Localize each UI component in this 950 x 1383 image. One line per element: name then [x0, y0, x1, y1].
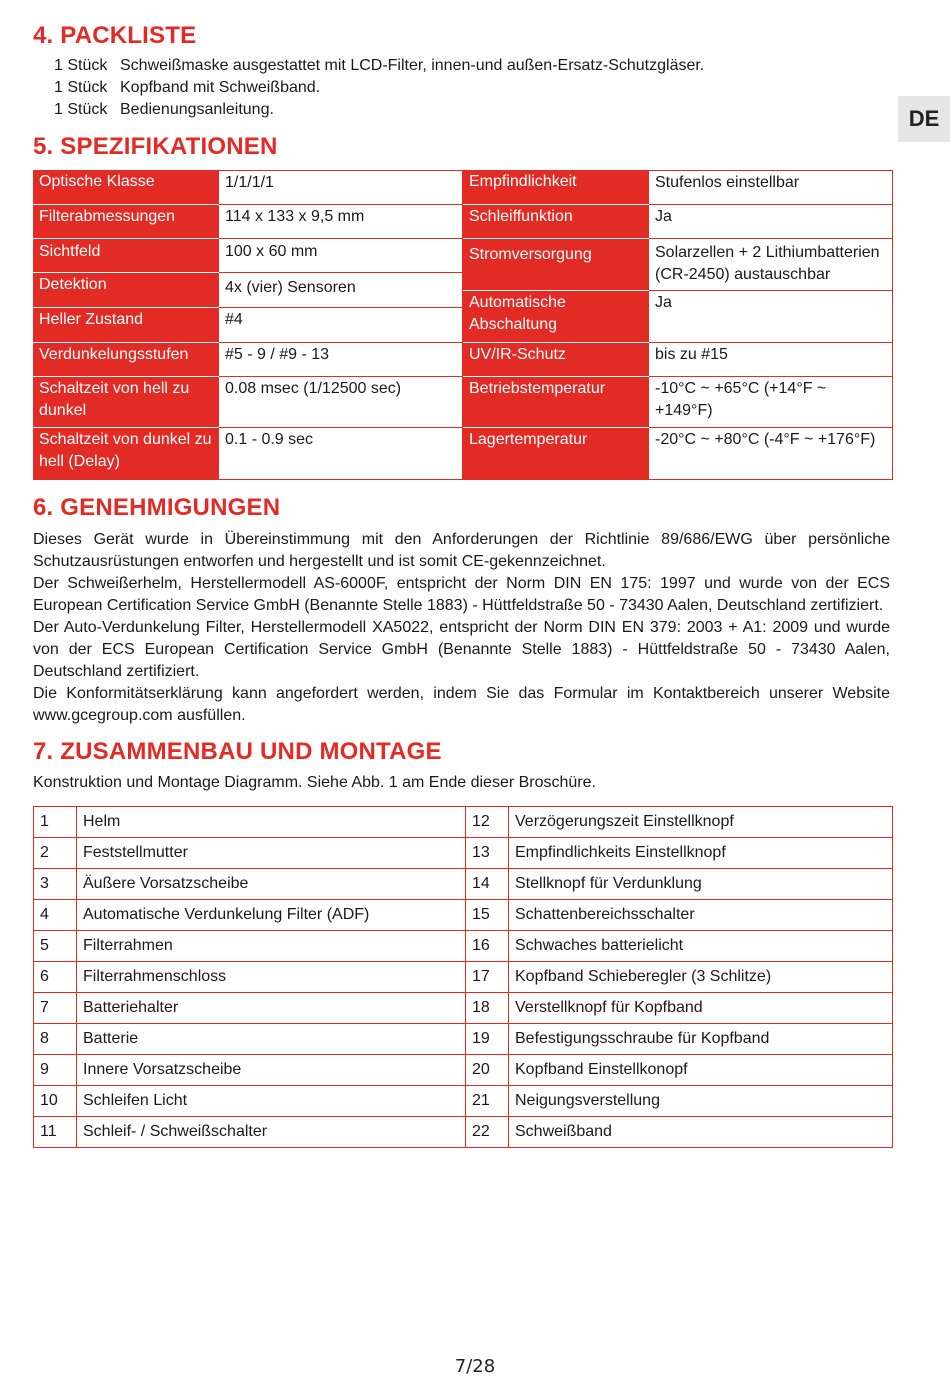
- page-number: 7/28: [454, 1356, 496, 1377]
- spec-value: #5 - 9 / #9 - 13: [219, 343, 463, 377]
- spec-value: 0.08 msec (1/12500 sec): [219, 377, 463, 428]
- part-name: Batteriehalter: [77, 993, 466, 1024]
- pack-qty: 1 Stück: [54, 57, 108, 74]
- spec-label: Empfindlichkeit: [463, 170, 649, 205]
- part-name: Schwaches batterielicht: [509, 931, 893, 962]
- spec-label: Optische Klasse: [33, 170, 219, 205]
- parts-row: [34, 993, 893, 1024]
- part-name: Filterrahmenschloss: [77, 962, 466, 993]
- spec-value: -10°C ~ +65°C (+14°F ~ +149°F): [649, 377, 893, 428]
- parts-row: [34, 1024, 893, 1055]
- spec-value: -20°C ~ +80°C (-4°F ~ +176°F): [649, 428, 893, 480]
- approvals-paragraph: Die Konformitätserklärung kann angefordert werden, indem Sie das Formular im Kontaktbereich unserer Website www.gcegroup.com ausfüllen.: [33, 685, 890, 724]
- spec-label: Stromversorgung: [463, 239, 649, 291]
- spec-value: 0.1 - 0.9 sec: [219, 428, 463, 480]
- spec-value: bis zu #15: [649, 343, 893, 377]
- spec-label: Heller Zustand: [33, 308, 219, 343]
- spec-label: Schaltzeit von dunkel zu hell (Delay): [33, 428, 219, 480]
- parts-row: [34, 1117, 893, 1148]
- language-tab: DE: [898, 96, 950, 142]
- parts-row: [34, 962, 893, 993]
- section-heading-approvals: 6. GENEHMIGUNGEN: [33, 494, 281, 521]
- pack-text: Schweißmaske ausgestattet mit LCD-Filter, innen-und außen-Ersatz-Schutzgläser.: [120, 57, 705, 74]
- spec-label: Automatische Abschaltung: [463, 291, 649, 343]
- part-number: 9: [34, 1055, 77, 1086]
- part-number: 14: [466, 869, 509, 900]
- part-name: Helm: [77, 807, 466, 838]
- part-number: 16: [466, 931, 509, 962]
- part-number: 8: [34, 1024, 77, 1055]
- part-number: 2: [34, 838, 77, 869]
- section-heading-pack: 4. PACKLISTE: [33, 22, 197, 49]
- part-number: 19: [466, 1024, 509, 1055]
- part-number: 5: [34, 931, 77, 962]
- parts-row: [34, 1086, 893, 1117]
- approvals-paragraph: Dieses Gerät wurde in Übereinstimmung mit den Anforderungen der Richtlinie 89/686/EWG über persönliche Schutzausrüstungen entworfen und hergestellt und ist somit CE-gekennzeichnet.: [33, 531, 890, 570]
- spec-value: 4x (vier) Sensoren: [219, 273, 463, 308]
- part-number: 18: [466, 993, 509, 1024]
- parts-row: [34, 869, 893, 900]
- parts-table: [33, 806, 893, 1148]
- spec-label: Schaltzeit von hell zu dunkel: [33, 377, 219, 428]
- part-name: Filterrahmen: [77, 931, 466, 962]
- parts-row: [34, 838, 893, 869]
- spec-label: UV/IR-Schutz: [463, 343, 649, 377]
- assembly-intro: Konstruktion und Montage Diagramm. Siehe Abb. 1 am Ende dieser Broschüre.: [33, 774, 596, 791]
- spec-value: 1/1/1/1: [219, 170, 463, 205]
- part-name: Batterie: [77, 1024, 466, 1055]
- part-number: 11: [34, 1117, 77, 1148]
- spec-value: Ja: [649, 291, 893, 343]
- approvals-text: [33, 529, 890, 727]
- spec-value: Ja: [649, 205, 893, 239]
- part-number: 3: [34, 869, 77, 900]
- pack-text: Bedienungsanleitung.: [120, 101, 274, 118]
- spec-value: 100 x 60 mm: [219, 239, 463, 273]
- part-name: Schleifen Licht: [77, 1086, 466, 1117]
- spec-table: [33, 170, 893, 480]
- part-number: 17: [466, 962, 509, 993]
- part-name: Neigungsverstellung: [509, 1086, 893, 1117]
- spec-label: Schleiffunktion: [463, 205, 649, 239]
- part-name: Empfindlichkeits Einstellknopf: [509, 838, 893, 869]
- pack-list-item: [54, 77, 320, 99]
- part-name: Kopfband Schieberegler (3 Schlitze): [509, 962, 893, 993]
- section-heading-assembly: 7. ZUSAMMENBAU UND MONTAGE: [33, 738, 442, 765]
- part-name: Befestigungsschraube für Kopfband: [509, 1024, 893, 1055]
- part-number: 20: [466, 1055, 509, 1086]
- part-number: 22: [466, 1117, 509, 1148]
- part-number: 21: [466, 1086, 509, 1117]
- spec-label: Filterabmessungen: [33, 205, 219, 239]
- spec-label: Verdunkelungsstufen: [33, 343, 219, 377]
- part-number: 7: [34, 993, 77, 1024]
- part-number: 13: [466, 838, 509, 869]
- part-name: Verzögerungszeit Einstellknopf: [509, 807, 893, 838]
- part-number: 4: [34, 900, 77, 931]
- parts-row: [34, 807, 893, 838]
- parts-row: [34, 931, 893, 962]
- pack-text: Kopfband mit Schweißband.: [120, 79, 321, 96]
- parts-row: [34, 1055, 893, 1086]
- parts-row: [34, 900, 893, 931]
- spec-value: Stufenlos einstellbar: [649, 170, 893, 205]
- approvals-paragraph: Der Schweißerhelm, Herstellermodell AS-6000F, entspricht der Norm DIN EN 175: 1997 und wurde von der ECS European Certification Service GmbH (Benannte Stelle 1883) - Hüttfeldstraße 50 - 73430 Aalen, Deutschland zertifiziert.: [33, 575, 890, 614]
- pack-qty: 1 Stück: [54, 101, 108, 118]
- spec-value: 114 x 133 x 9,5 mm: [219, 205, 463, 239]
- part-name: Äußere Vorsatzscheibe: [77, 869, 466, 900]
- pack-list-item: [54, 55, 704, 77]
- spec-value: Solarzellen + 2 Lithiumbatterien (CR-2450) austauschbar: [649, 239, 893, 291]
- spec-label: Sichtfeld: [33, 239, 219, 273]
- part-name: Feststellmutter: [77, 838, 466, 869]
- part-name: Kopfband Einstellkonopf: [509, 1055, 893, 1086]
- part-name: Schleif- / Schweißschalter: [77, 1117, 466, 1148]
- part-number: 1: [34, 807, 77, 838]
- part-name: Verstellknopf für Kopfband: [509, 993, 893, 1024]
- part-name: Automatische Verdunkelung Filter (ADF): [77, 900, 466, 931]
- section-heading-spec: 5. SPEZIFIKATIONEN: [33, 133, 278, 160]
- approvals-paragraph: Der Auto-Verdunkelung Filter, Herstellermodell XA5022, entspricht der Norm DIN EN 379: 2003 + A1: 2009 und wurde von der ECS European Certification Service GmbH (Benannte Stelle 1883) - Hüttfeldstraße 50 - 73430 Aalen, Deutschland zertifiziert.: [33, 619, 890, 680]
- spec-label: Detektion: [33, 273, 219, 308]
- part-number: 10: [34, 1086, 77, 1117]
- part-number: 6: [34, 962, 77, 993]
- part-name: Schweißband: [509, 1117, 893, 1148]
- part-name: Stellknopf für Verdunklung: [509, 869, 893, 900]
- part-number: 15: [466, 900, 509, 931]
- part-name: Schattenbereichsschalter: [509, 900, 893, 931]
- pack-list-item: [54, 99, 274, 121]
- spec-label: Lagertemperatur: [463, 428, 649, 480]
- spec-label: Betriebstemperatur: [463, 377, 649, 428]
- part-number: 12: [466, 807, 509, 838]
- part-name: Innere Vorsatzscheibe: [77, 1055, 466, 1086]
- pack-qty: 1 Stück: [54, 79, 108, 96]
- spec-value: #4: [219, 308, 463, 343]
